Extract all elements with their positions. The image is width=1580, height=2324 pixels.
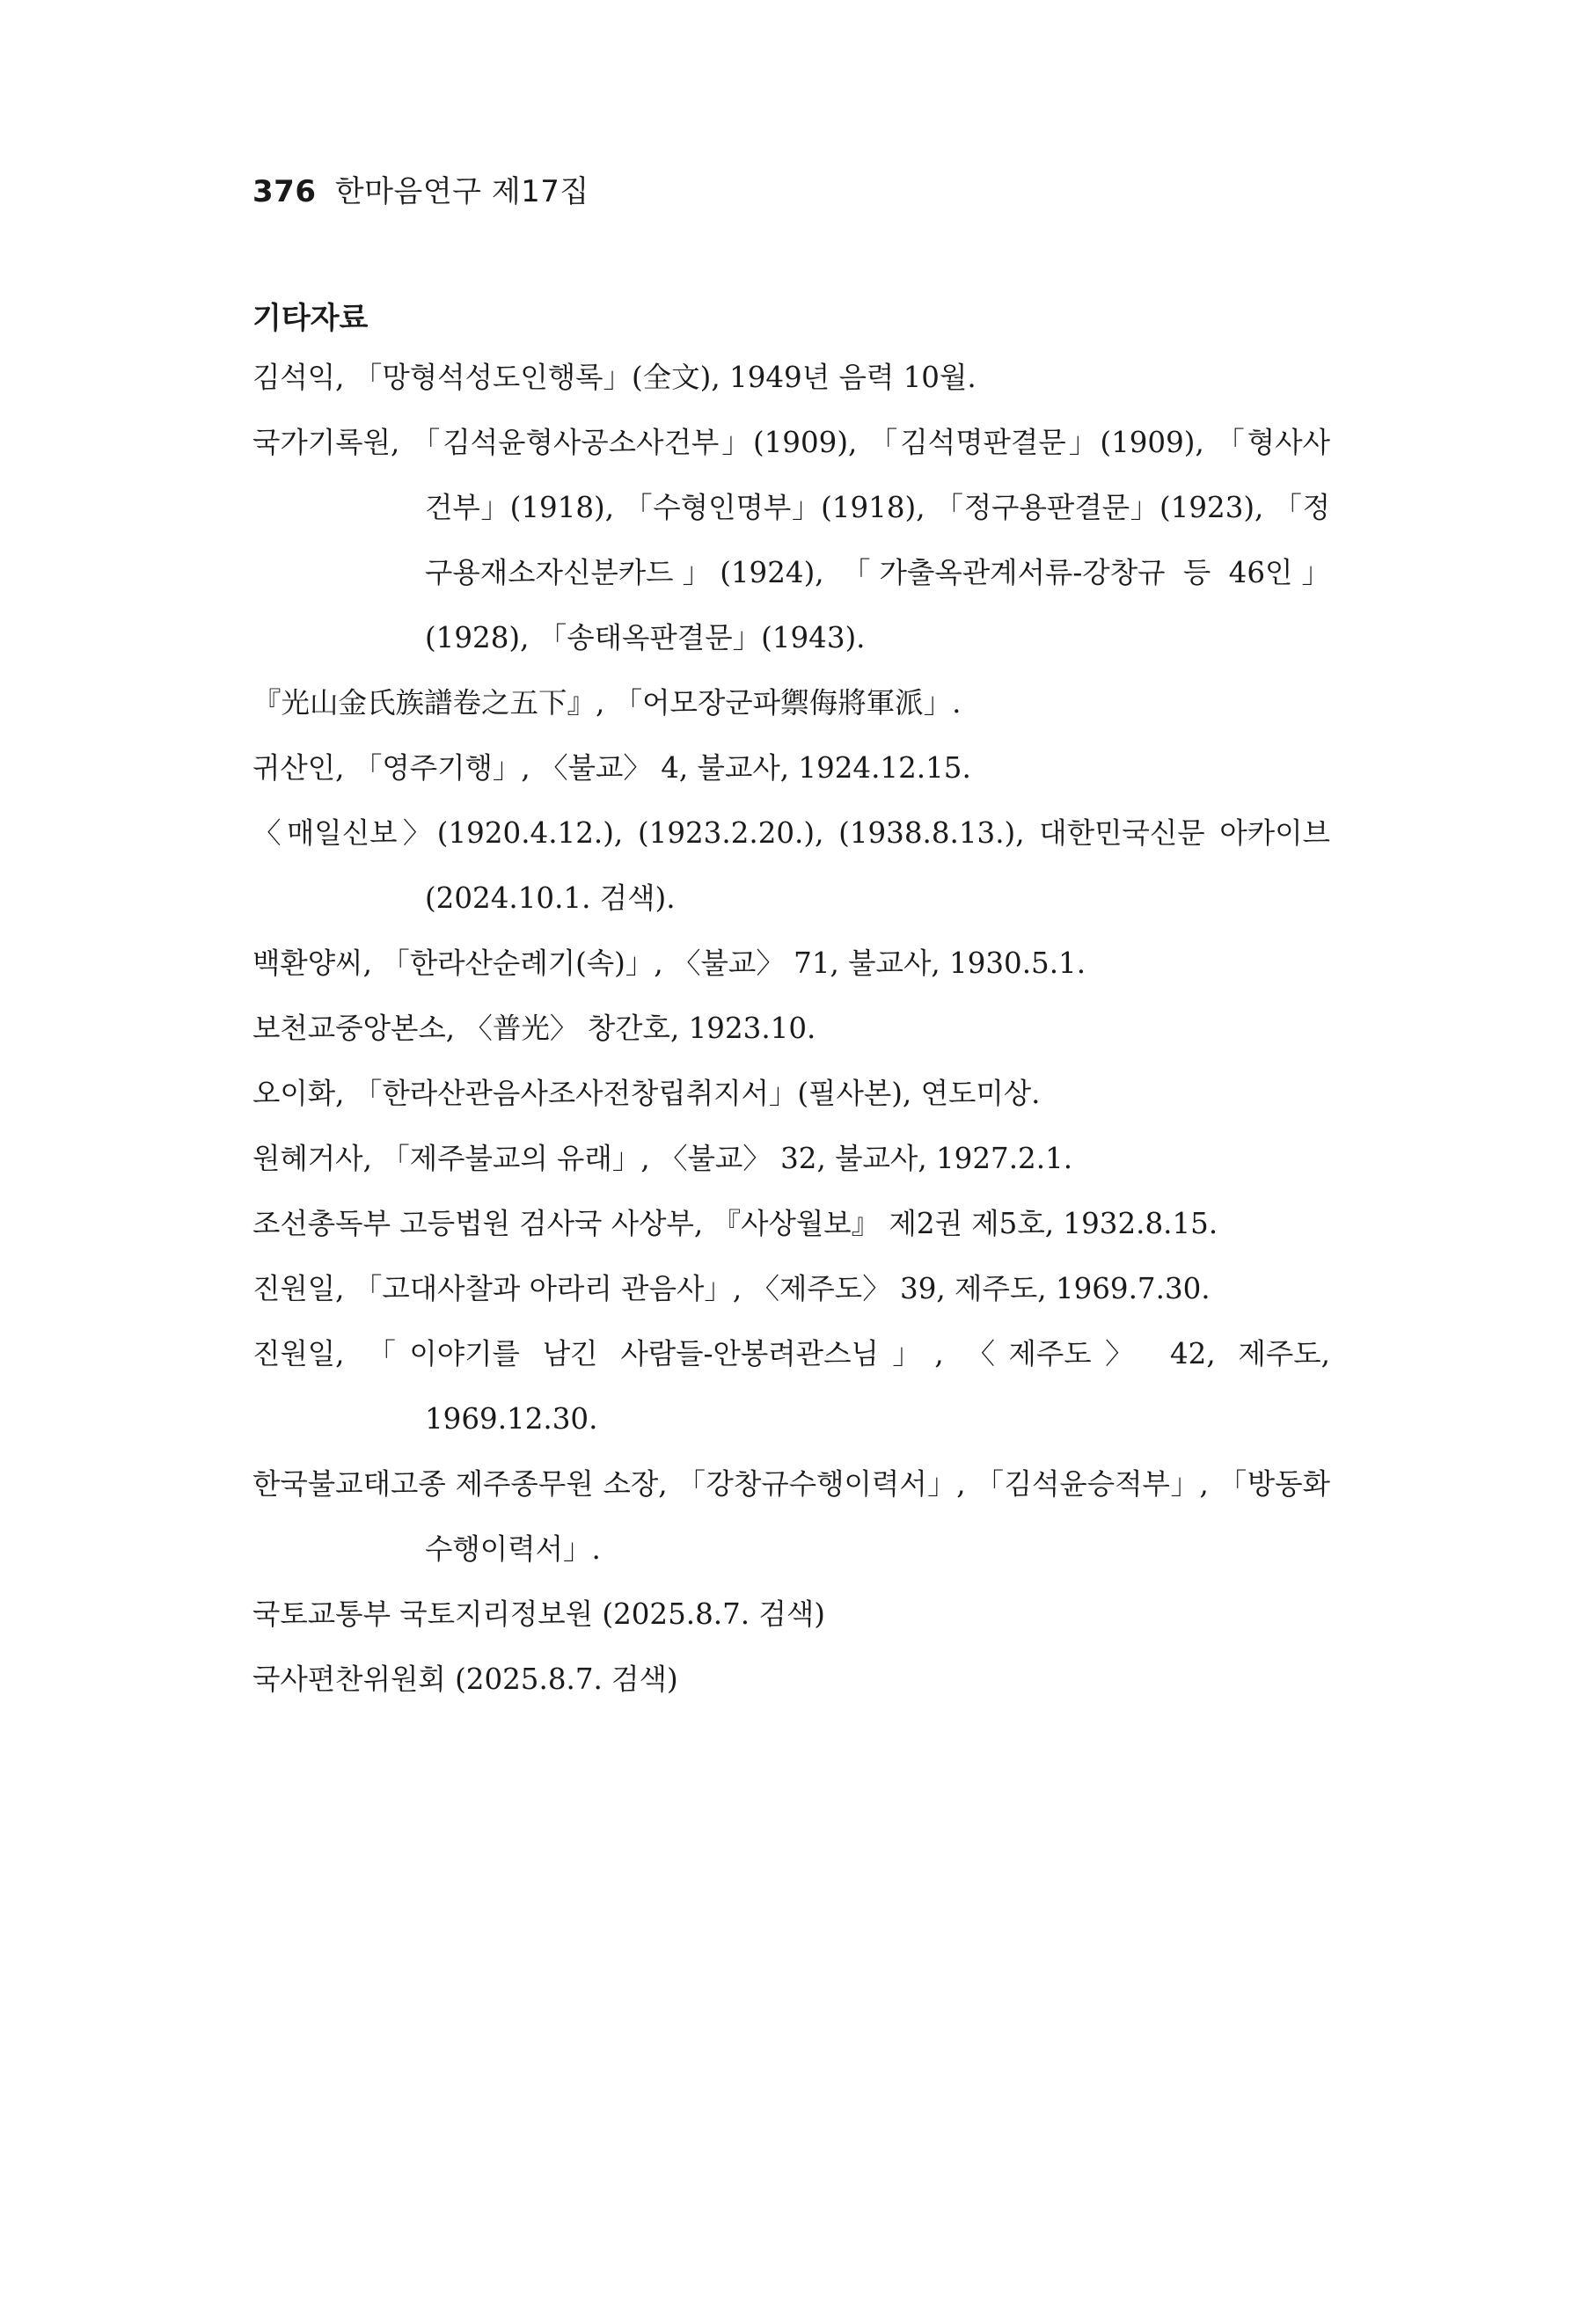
reference-item: 오이화, 「한라산관음사조사전창립취지서」(필사본), 연도미상. <box>252 1077 1041 1110</box>
reference-list <box>252 345 1330 1712</box>
reference-item: 국토교통부 국토지리정보원 (2025.8.7. 검색) <box>252 1597 825 1631</box>
reference-item: 〈매일신보〉(1920.4.12.), (1923.2.20.), (1938.8.13.), 대한민국신문 아카이브 (2024.10.1. 검색). <box>252 816 1330 915</box>
running-header <box>252 167 589 210</box>
reference-item: 국사편찬위원회 (2025.8.7. 검색) <box>252 1663 678 1696</box>
reference-item: 조선총독부 고등법원 검사국 사상부, 『사상월보』 제2권 제5호, 1932.8.15. <box>252 1207 1218 1240</box>
reference-item: 진원일, 「고대사찰과 아라리 관음사」, 〈제주도〉 39, 제주도, 1969.7.30. <box>252 1272 1211 1305</box>
reference-item: 『光山金氏族譜卷之五下』, 「어모장군파禦侮將軍派」. <box>252 686 962 720</box>
reference-item: 김석익, 「망형석성도인행록」(全文), 1949년 음력 10월. <box>252 361 977 394</box>
page-number: 376 <box>252 174 317 209</box>
reference-item: 백환양씨, 「한라산순례기(속)」, 〈불교〉 71, 불교사, 1930.5.1. <box>252 946 1086 980</box>
journal-title: 한마음연구 제17집 <box>334 174 589 209</box>
reference-item: 한국불교태고종 제주종무원 소장, 「강창규수행이력서」, 「김석윤승적부」, 「방동화수행이력서」. <box>252 1467 1330 1566</box>
reference-item: 보천교중앙본소, 〈普光〉 창간호, 1923.10. <box>252 1012 816 1045</box>
reference-item: 원혜거사, 「제주불교의 유래」, 〈불교〉 32, 불교사, 1927.2.1. <box>252 1142 1073 1175</box>
reference-item: 국가기록원, 「김석윤형사공소사건부」(1909), 「김석명판결문」(1909), 「형사사건부」(1918), 「수형인명부」(1918), 「정구용판결문」(1923), 「정구용재소자신분카드」(1924), 「가출옥관계서류-강창규 등 46인」(1928), 「송태옥판결문」(1943). <box>252 426 1330 654</box>
reference-item: 귀산인, 「영주기행」, 〈불교〉 4, 불교사, 1924.12.15. <box>252 751 971 785</box>
section-heading: 기타자료 <box>252 301 369 336</box>
reference-item: 진원일, 「이야기를 남긴 사람들-안봉려관스님」, 〈제주도〉 42, 제주도, 1969.12.30. <box>252 1337 1330 1436</box>
